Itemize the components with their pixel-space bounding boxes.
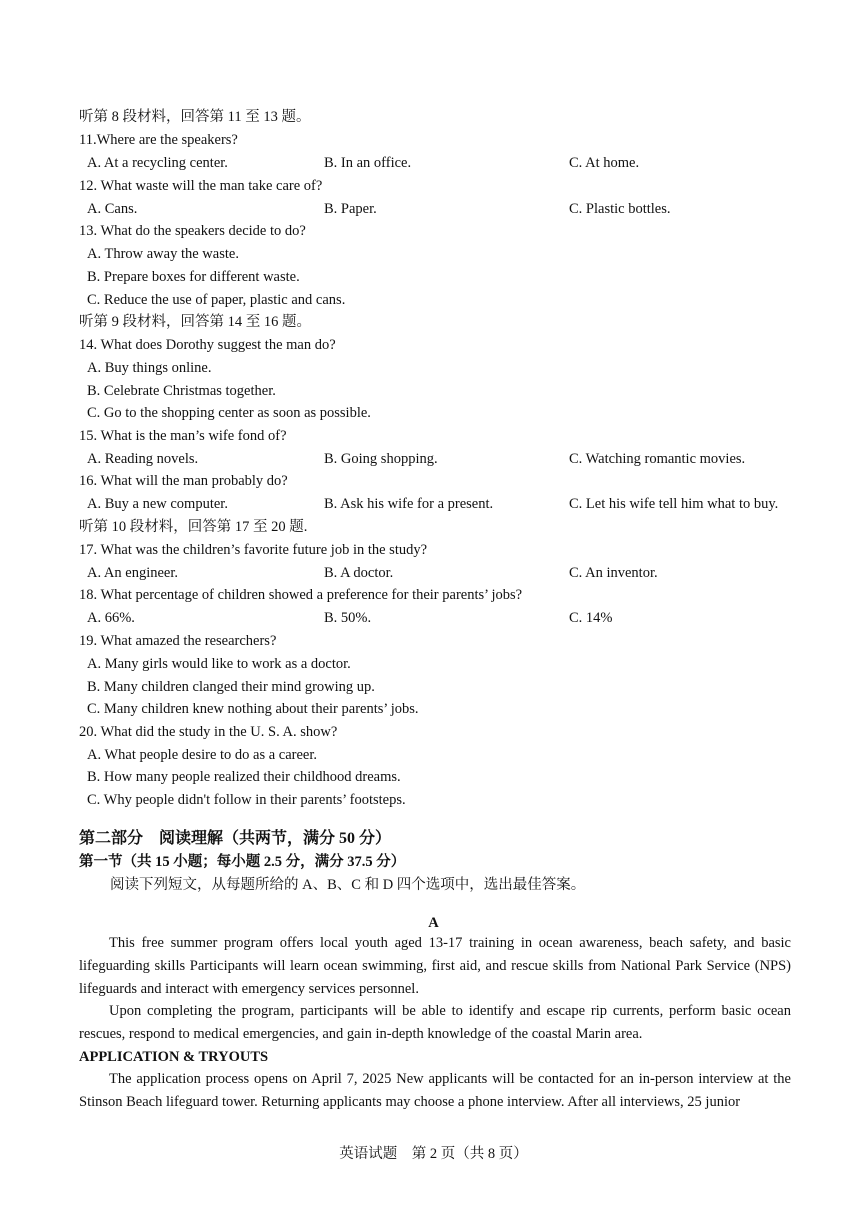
question-13: 13. What do the speakers decide to do? [79,223,306,239]
q13-option-c: C. Reduce the use of paper, plastic and cans. [87,292,346,308]
question-14: 14. What does Dorothy suggest the man do? [79,337,336,353]
passage-label: A [428,915,439,931]
q11-option-b: B. In an office. [324,155,412,171]
question-16: 16. What will the man probably do? [79,473,288,489]
q11-option-c: C. At home. [569,155,640,171]
q17-option-c: C. An inventor. [569,565,658,581]
passage-paragraph-3: The application process opens on April 7, 2025 New applicants will be contacted for an in-person interview at the Stinson Beach lifeguard tower. Returning applicants may choose a phone interview. After all interviews, 25 junior [79,1071,791,1110]
q18-option-a: A. 66%. [87,610,135,626]
q14-option-b: B. Celebrate Christmas together. [87,383,276,399]
section-10-instruction: 听第 10 段材料，回答第 17 至 20 题. [79,519,308,535]
question-11: 11.Where are the speakers? [79,132,238,148]
section-one-title: 第一节（共 15 小题；每小题 2.5 分，满分 37.5 分） [79,854,406,870]
q18-option-b: B. 50%. [324,610,372,626]
section-8-instruction: 听第 8 段材料，回答第 11 至 13 题。 [79,109,311,125]
q12-option-b: B. Paper. [324,201,377,217]
q19-option-a: A. Many girls would like to work as a doctor. [87,656,351,672]
application-heading: APPLICATION & TRYOUTS [79,1049,269,1065]
q14-option-a: A. Buy things online. [87,360,212,376]
q20-option-b: B. How many people realized their childhood dreams. [87,769,401,785]
q19-option-b: B. Many children clanged their mind growing up. [87,679,375,695]
q12-option-c: C. Plastic bottles. [569,201,671,217]
question-17: 17. What was the children’s favorite future job in the study? [79,542,428,558]
question-12: 12. What waste will the man take care of? [79,178,323,194]
q14-option-c: C. Go to the shopping center as soon as possible. [87,405,371,421]
part-two-title: 第二部分 阅读理解（共两节，满分 50 分） [79,830,392,847]
q20-option-a: A. What people desire to do as a career. [87,747,318,763]
question-15: 15. What is the man’s wife fond of? [79,428,287,444]
question-19: 19. What amazed the researchers? [79,633,277,649]
question-18: 18. What percentage of children showed a preference for their parents’ jobs? [79,587,523,603]
q16-option-c: C. Let his wife tell him what to buy. [569,496,779,512]
question-20: 20. What did the study in the U. S. A. show? [79,724,338,740]
q15-option-c: C. Watching romantic movies. [569,451,746,467]
q11-option-a: A. At a recycling center. [87,155,228,171]
q17-option-a: A. An engineer. [87,565,179,581]
q12-option-a: A. Cans. [87,201,138,217]
q18-option-c: C. 14% [569,610,613,626]
q16-option-a: A. Buy a new computer. [87,496,228,512]
q13-option-b: B. Prepare boxes for different waste. [87,269,300,285]
reading-instruction: 阅读下列短文，从每题所给的 A、B、C 和 D 四个选项中，选出最佳答案。 [110,877,586,893]
section-9-instruction: 听第 9 段材料，回答第 14 至 16 题。 [79,314,311,330]
q15-option-b: B. Going shopping. [324,451,438,467]
q20-option-c: C. Why people didn't follow in their parents’ footsteps. [87,792,406,808]
q17-option-b: B. A doctor. [324,565,394,581]
page-footer: 英语试题 第 2 页（共 8 页） [339,1146,528,1162]
q16-option-b: B. Ask his wife for a present. [324,496,494,512]
passage-paragraph-1: This free summer program offers local youth aged 13-17 training in ocean awareness, beach safety, and basic lifeguarding skills Participants will learn ocean swimming, first aid, and rescue skills from National Park Service (NPS) lifeguards and interact with emergency services personnel. [79,935,791,997]
q13-option-a: A. Throw away the waste. [87,246,239,262]
q15-option-a: A. Reading novels. [87,451,199,467]
passage-paragraph-2: Upon completing the program, participants will be able to identify and escape rip currents, perform basic ocean rescues, respond to medical emergencies, and gain in-depth knowledge of the coastal Marin area. [79,1003,791,1042]
q19-option-c: C. Many children knew nothing about their parents’ jobs. [87,701,419,717]
